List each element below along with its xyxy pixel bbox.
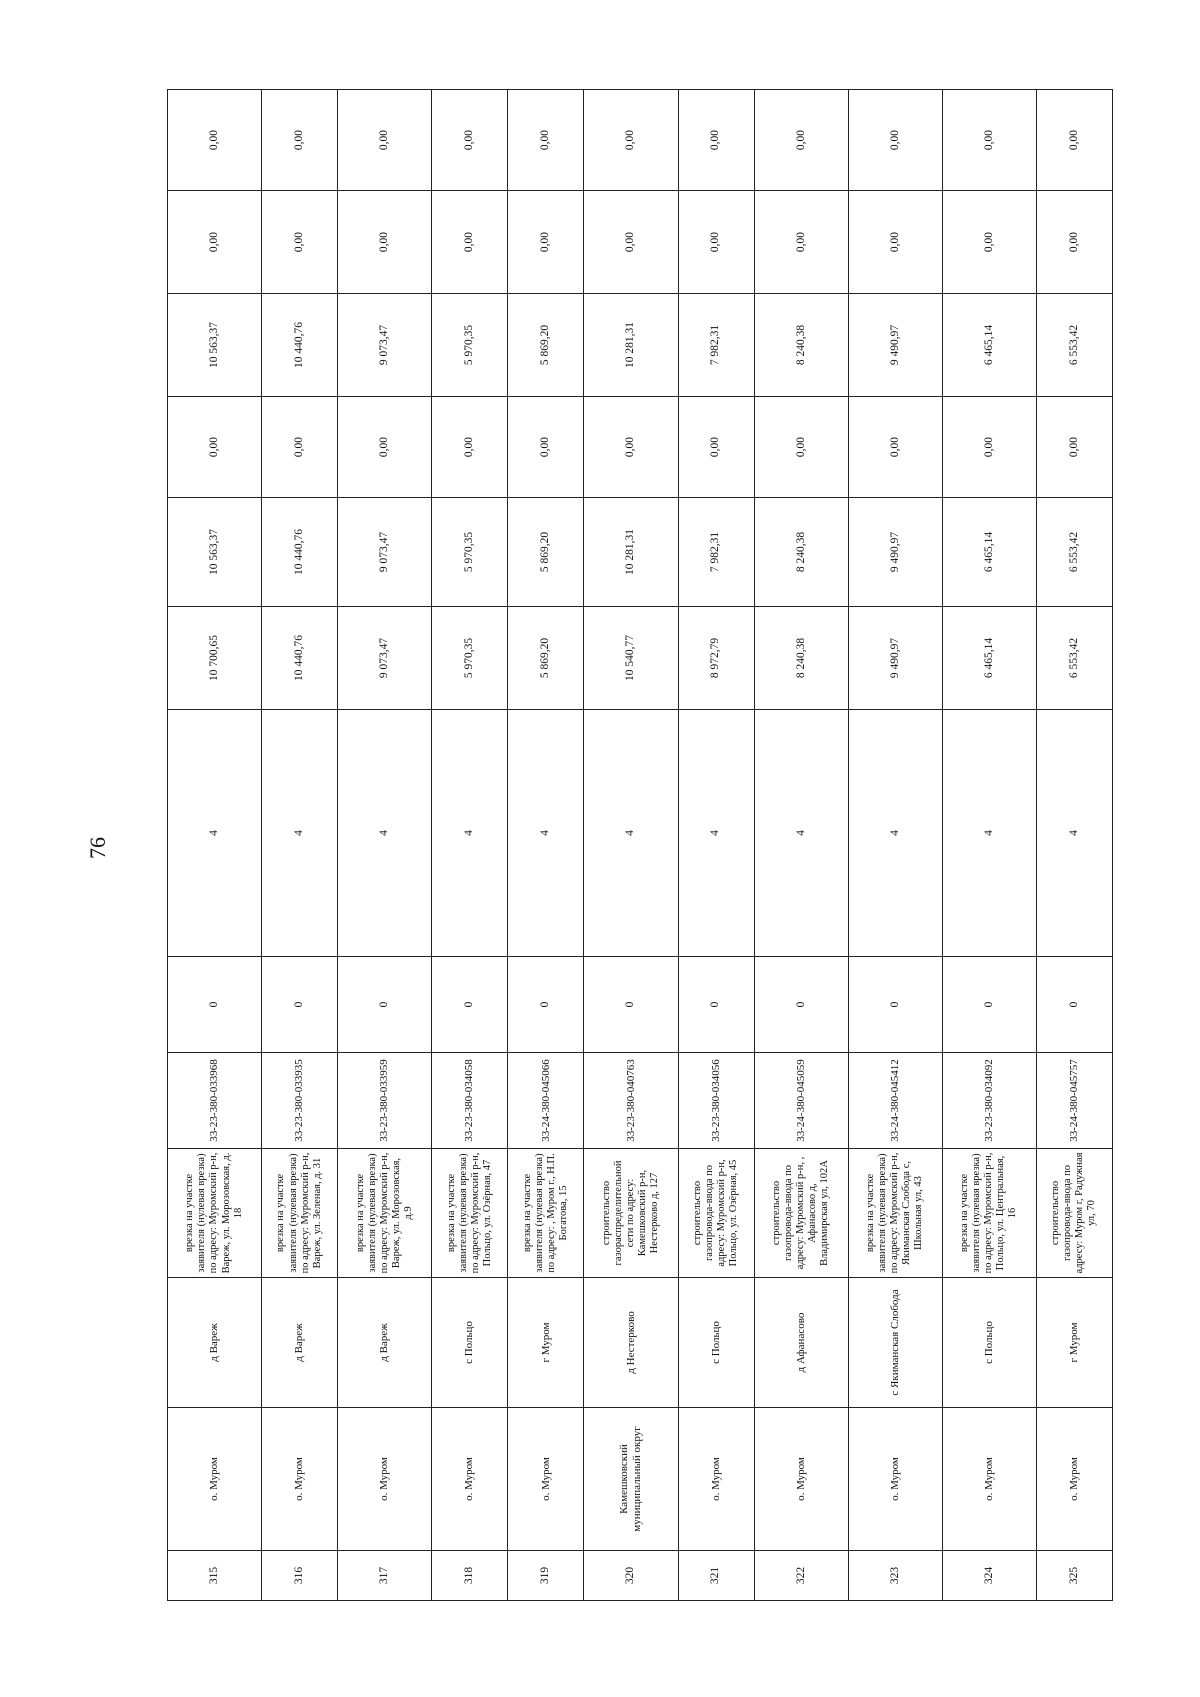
value-cell: 0,00	[848, 191, 942, 294]
description-cell: врезка на участке заявителя (нулевая врезка) по адресу: Муромский р-н, Вареж, ул. Морозовская, д.9	[338, 1149, 432, 1278]
district-cell: о. Муром	[508, 1408, 584, 1551]
table-row	[584, 90, 678, 1601]
value-cell: 0	[754, 957, 848, 1053]
table-body	[168, 90, 1113, 1601]
row-number: 317	[338, 1551, 432, 1601]
description-cell: врезка на участке заявителя (нулевая врезка) по адресу: Муромский р-н, Вареж, ул. Зеленая, д. 31	[262, 1149, 338, 1278]
value-cell: 0,00	[432, 397, 508, 498]
value-cell: 0,00	[678, 397, 754, 498]
district-cell: о. Муром	[338, 1408, 432, 1551]
table-container	[167, 90, 1113, 1601]
value-cell: 5 869,20	[508, 498, 584, 607]
locality-cell: с Польцо	[942, 1278, 1036, 1408]
description-cell: врезка на участке заявителя (нулевая врезка) по адресу: Муромский р-н, Польцо, ул. Озёрная, 47	[432, 1149, 508, 1278]
table-row	[848, 90, 942, 1601]
value-cell: 0,00	[942, 191, 1036, 294]
value-cell: 4	[432, 710, 508, 957]
value-cell: 0,00	[262, 90, 338, 191]
table-row	[1036, 90, 1112, 1601]
table-row	[168, 90, 262, 1601]
value-cell: 10 281,31	[584, 498, 678, 607]
district-cell: о. Муром	[1036, 1408, 1112, 1551]
value-cell: 0,00	[848, 397, 942, 498]
value-cell: 0,00	[432, 191, 508, 294]
locality-cell: с Якиманская Слобода	[848, 1278, 942, 1408]
cadastral-number-cell: 33-23-380-034058	[432, 1053, 508, 1149]
cadastral-number-cell: 33-23-380-033935	[262, 1053, 338, 1149]
value-cell: 6 465,14	[942, 498, 1036, 607]
value-cell: 0,00	[848, 90, 942, 191]
value-cell: 9 490,97	[848, 294, 942, 397]
value-cell: 0,00	[508, 90, 584, 191]
district-cell: о. Муром	[942, 1408, 1036, 1551]
locality-cell: д Вареж	[168, 1278, 262, 1408]
table-row	[338, 90, 432, 1601]
value-cell: 0,00	[754, 90, 848, 191]
value-cell: 5 970,35	[432, 294, 508, 397]
table-row	[754, 90, 848, 1601]
page-number: 76	[85, 837, 110, 859]
district-cell: о. Муром	[678, 1408, 754, 1551]
district-cell: о. Муром	[754, 1408, 848, 1551]
value-cell: 0	[508, 957, 584, 1053]
value-cell: 0,00	[942, 90, 1036, 191]
value-cell: 10 563,37	[168, 498, 262, 607]
value-cell: 10 440,76	[262, 498, 338, 607]
value-cell: 0	[338, 957, 432, 1053]
row-number: 322	[754, 1551, 848, 1601]
value-cell: 0	[584, 957, 678, 1053]
value-cell: 0,00	[584, 397, 678, 498]
description-cell: врезка на участке заявителя (нулевая врезка) по адресу: , Муром г., Н.П. Богатова, 15	[508, 1149, 584, 1278]
value-cell: 8 240,38	[754, 498, 848, 607]
value-cell: 4	[754, 710, 848, 957]
value-cell: 0	[678, 957, 754, 1053]
value-cell: 0,00	[1036, 90, 1112, 191]
value-cell: 0,00	[584, 90, 678, 191]
cadastral-number-cell: 33-23-380-033959	[338, 1053, 432, 1149]
value-cell: 0	[942, 957, 1036, 1053]
value-cell: 5 970,35	[432, 607, 508, 710]
value-cell: 7 982,31	[678, 294, 754, 397]
value-cell: 0	[262, 957, 338, 1053]
value-cell: 0,00	[754, 397, 848, 498]
value-cell: 0,00	[1036, 397, 1112, 498]
value-cell: 10 440,76	[262, 607, 338, 710]
value-cell: 0	[168, 957, 262, 1053]
value-cell: 9 490,97	[848, 607, 942, 710]
value-cell: 5 869,20	[508, 294, 584, 397]
value-cell: 0	[848, 957, 942, 1053]
value-cell: 0,00	[754, 191, 848, 294]
description-cell: строительство газопровода-ввода по адресу: Муромский р-н, Польцо, ул. Озёрная, 45	[678, 1149, 754, 1278]
value-cell: 0,00	[432, 90, 508, 191]
locality-cell: д Афанасово	[754, 1278, 848, 1408]
value-cell: 0,00	[168, 90, 262, 191]
value-cell: 6 553,42	[1036, 607, 1112, 710]
value-cell: 0	[1036, 957, 1112, 1053]
description-cell: строительство газораспределительной сети по адресу: Камешковский р-н, Нестерково д, 127	[584, 1149, 678, 1278]
value-cell: 0,00	[1036, 191, 1112, 294]
table-row	[508, 90, 584, 1601]
table-row	[262, 90, 338, 1601]
table-row	[942, 90, 1036, 1601]
description-cell: врезка на участке заявителя (нулевая врезка) по адресу: Муромский р-н, Польцо, ул. Центральная, 16	[942, 1149, 1036, 1278]
value-cell: 0,00	[168, 397, 262, 498]
locality-cell: д Вареж	[338, 1278, 432, 1408]
cadastral-number-cell: 33-24-380-045757	[1036, 1053, 1112, 1149]
value-cell: 9 073,47	[338, 294, 432, 397]
cadastral-number-cell: 33-24-380-045059	[754, 1053, 848, 1149]
row-number: 318	[432, 1551, 508, 1601]
district-cell: Камешковский муниципальный округ	[584, 1408, 678, 1551]
cadastral-number-cell: 33-23-380-040763	[584, 1053, 678, 1149]
locality-cell: г Муром	[1036, 1278, 1112, 1408]
value-cell: 0,00	[678, 191, 754, 294]
value-cell: 6 465,14	[942, 607, 1036, 710]
description-cell: врезка на участке заявителя (нулевая врезка) по адресу: Муромский р-н, Вареж, ул. Морозовская, д. 18	[168, 1149, 262, 1278]
value-cell: 10 563,37	[168, 294, 262, 397]
value-cell: 0,00	[508, 191, 584, 294]
row-number: 324	[942, 1551, 1036, 1601]
description-cell: врезка на участке заявителя (нулевая врезка) по адресу: Муромский р-н, Якиманская Слобода с, Школьная ул, 43	[848, 1149, 942, 1278]
value-cell: 8 240,38	[754, 607, 848, 710]
row-number: 319	[508, 1551, 584, 1601]
value-cell: 8 972,79	[678, 607, 754, 710]
value-cell: 10 540,77	[584, 607, 678, 710]
cadastral-number-cell: 33-24-380-045412	[848, 1053, 942, 1149]
locality-cell: с Польцо	[678, 1278, 754, 1408]
value-cell: 10 281,31	[584, 294, 678, 397]
table-row	[678, 90, 754, 1601]
value-cell: 6 553,42	[1036, 294, 1112, 397]
locality-cell: д Вареж	[262, 1278, 338, 1408]
table-row	[432, 90, 508, 1601]
value-cell: 0,00	[262, 397, 338, 498]
locality-cell: д Нестерково	[584, 1278, 678, 1408]
district-cell: о. Муром	[432, 1408, 508, 1551]
value-cell: 10 440,76	[262, 294, 338, 397]
value-cell: 4	[584, 710, 678, 957]
row-number: 320	[584, 1551, 678, 1601]
value-cell: 0,00	[942, 397, 1036, 498]
value-cell: 4	[168, 710, 262, 957]
value-cell: 4	[942, 710, 1036, 957]
value-cell: 4	[1036, 710, 1112, 957]
value-cell: 8 240,38	[754, 294, 848, 397]
value-cell: 9 073,47	[338, 607, 432, 710]
value-cell: 4	[848, 710, 942, 957]
value-cell: 4	[508, 710, 584, 957]
value-cell: 5 970,35	[432, 498, 508, 607]
locality-cell: с Польцо	[432, 1278, 508, 1408]
cadastral-number-cell: 33-24-380-045066	[508, 1053, 584, 1149]
row-number: 323	[848, 1551, 942, 1601]
value-cell: 9 490,97	[848, 498, 942, 607]
row-number: 321	[678, 1551, 754, 1601]
row-number: 325	[1036, 1551, 1112, 1601]
value-cell: 4	[678, 710, 754, 957]
district-cell: о. Муром	[168, 1408, 262, 1551]
value-cell: 0,00	[508, 397, 584, 498]
value-cell: 10 700,65	[168, 607, 262, 710]
value-cell: 0	[432, 957, 508, 1053]
data-table	[167, 89, 1113, 1601]
description-cell: строительство газопровода-ввода по адресу: Муромский р-н, , Афанасово д, Владимирская ул, 102А	[754, 1149, 848, 1278]
value-cell: 0,00	[262, 191, 338, 294]
value-cell: 7 982,31	[678, 498, 754, 607]
cadastral-number-cell: 33-23-380-033968	[168, 1053, 262, 1149]
value-cell: 6 553,42	[1036, 498, 1112, 607]
cadastral-number-cell: 33-23-380-034092	[942, 1053, 1036, 1149]
description-cell: строительство газопровода-ввода по адресу: Муром г, Радужная ул, 70	[1036, 1149, 1112, 1278]
locality-cell: г Муром	[508, 1278, 584, 1408]
value-cell: 5 869,20	[508, 607, 584, 710]
row-number: 315	[168, 1551, 262, 1601]
value-cell: 0,00	[168, 191, 262, 294]
district-cell: о. Муром	[262, 1408, 338, 1551]
value-cell: 0,00	[338, 90, 432, 191]
district-cell: о. Муром	[848, 1408, 942, 1551]
value-cell: 0,00	[338, 397, 432, 498]
value-cell: 0,00	[678, 90, 754, 191]
value-cell: 6 465,14	[942, 294, 1036, 397]
value-cell: 0,00	[338, 191, 432, 294]
value-cell: 4	[262, 710, 338, 957]
value-cell: 9 073,47	[338, 498, 432, 607]
value-cell: 4	[338, 710, 432, 957]
cadastral-number-cell: 33-23-380-034056	[678, 1053, 754, 1149]
value-cell: 0,00	[584, 191, 678, 294]
row-number: 316	[262, 1551, 338, 1601]
